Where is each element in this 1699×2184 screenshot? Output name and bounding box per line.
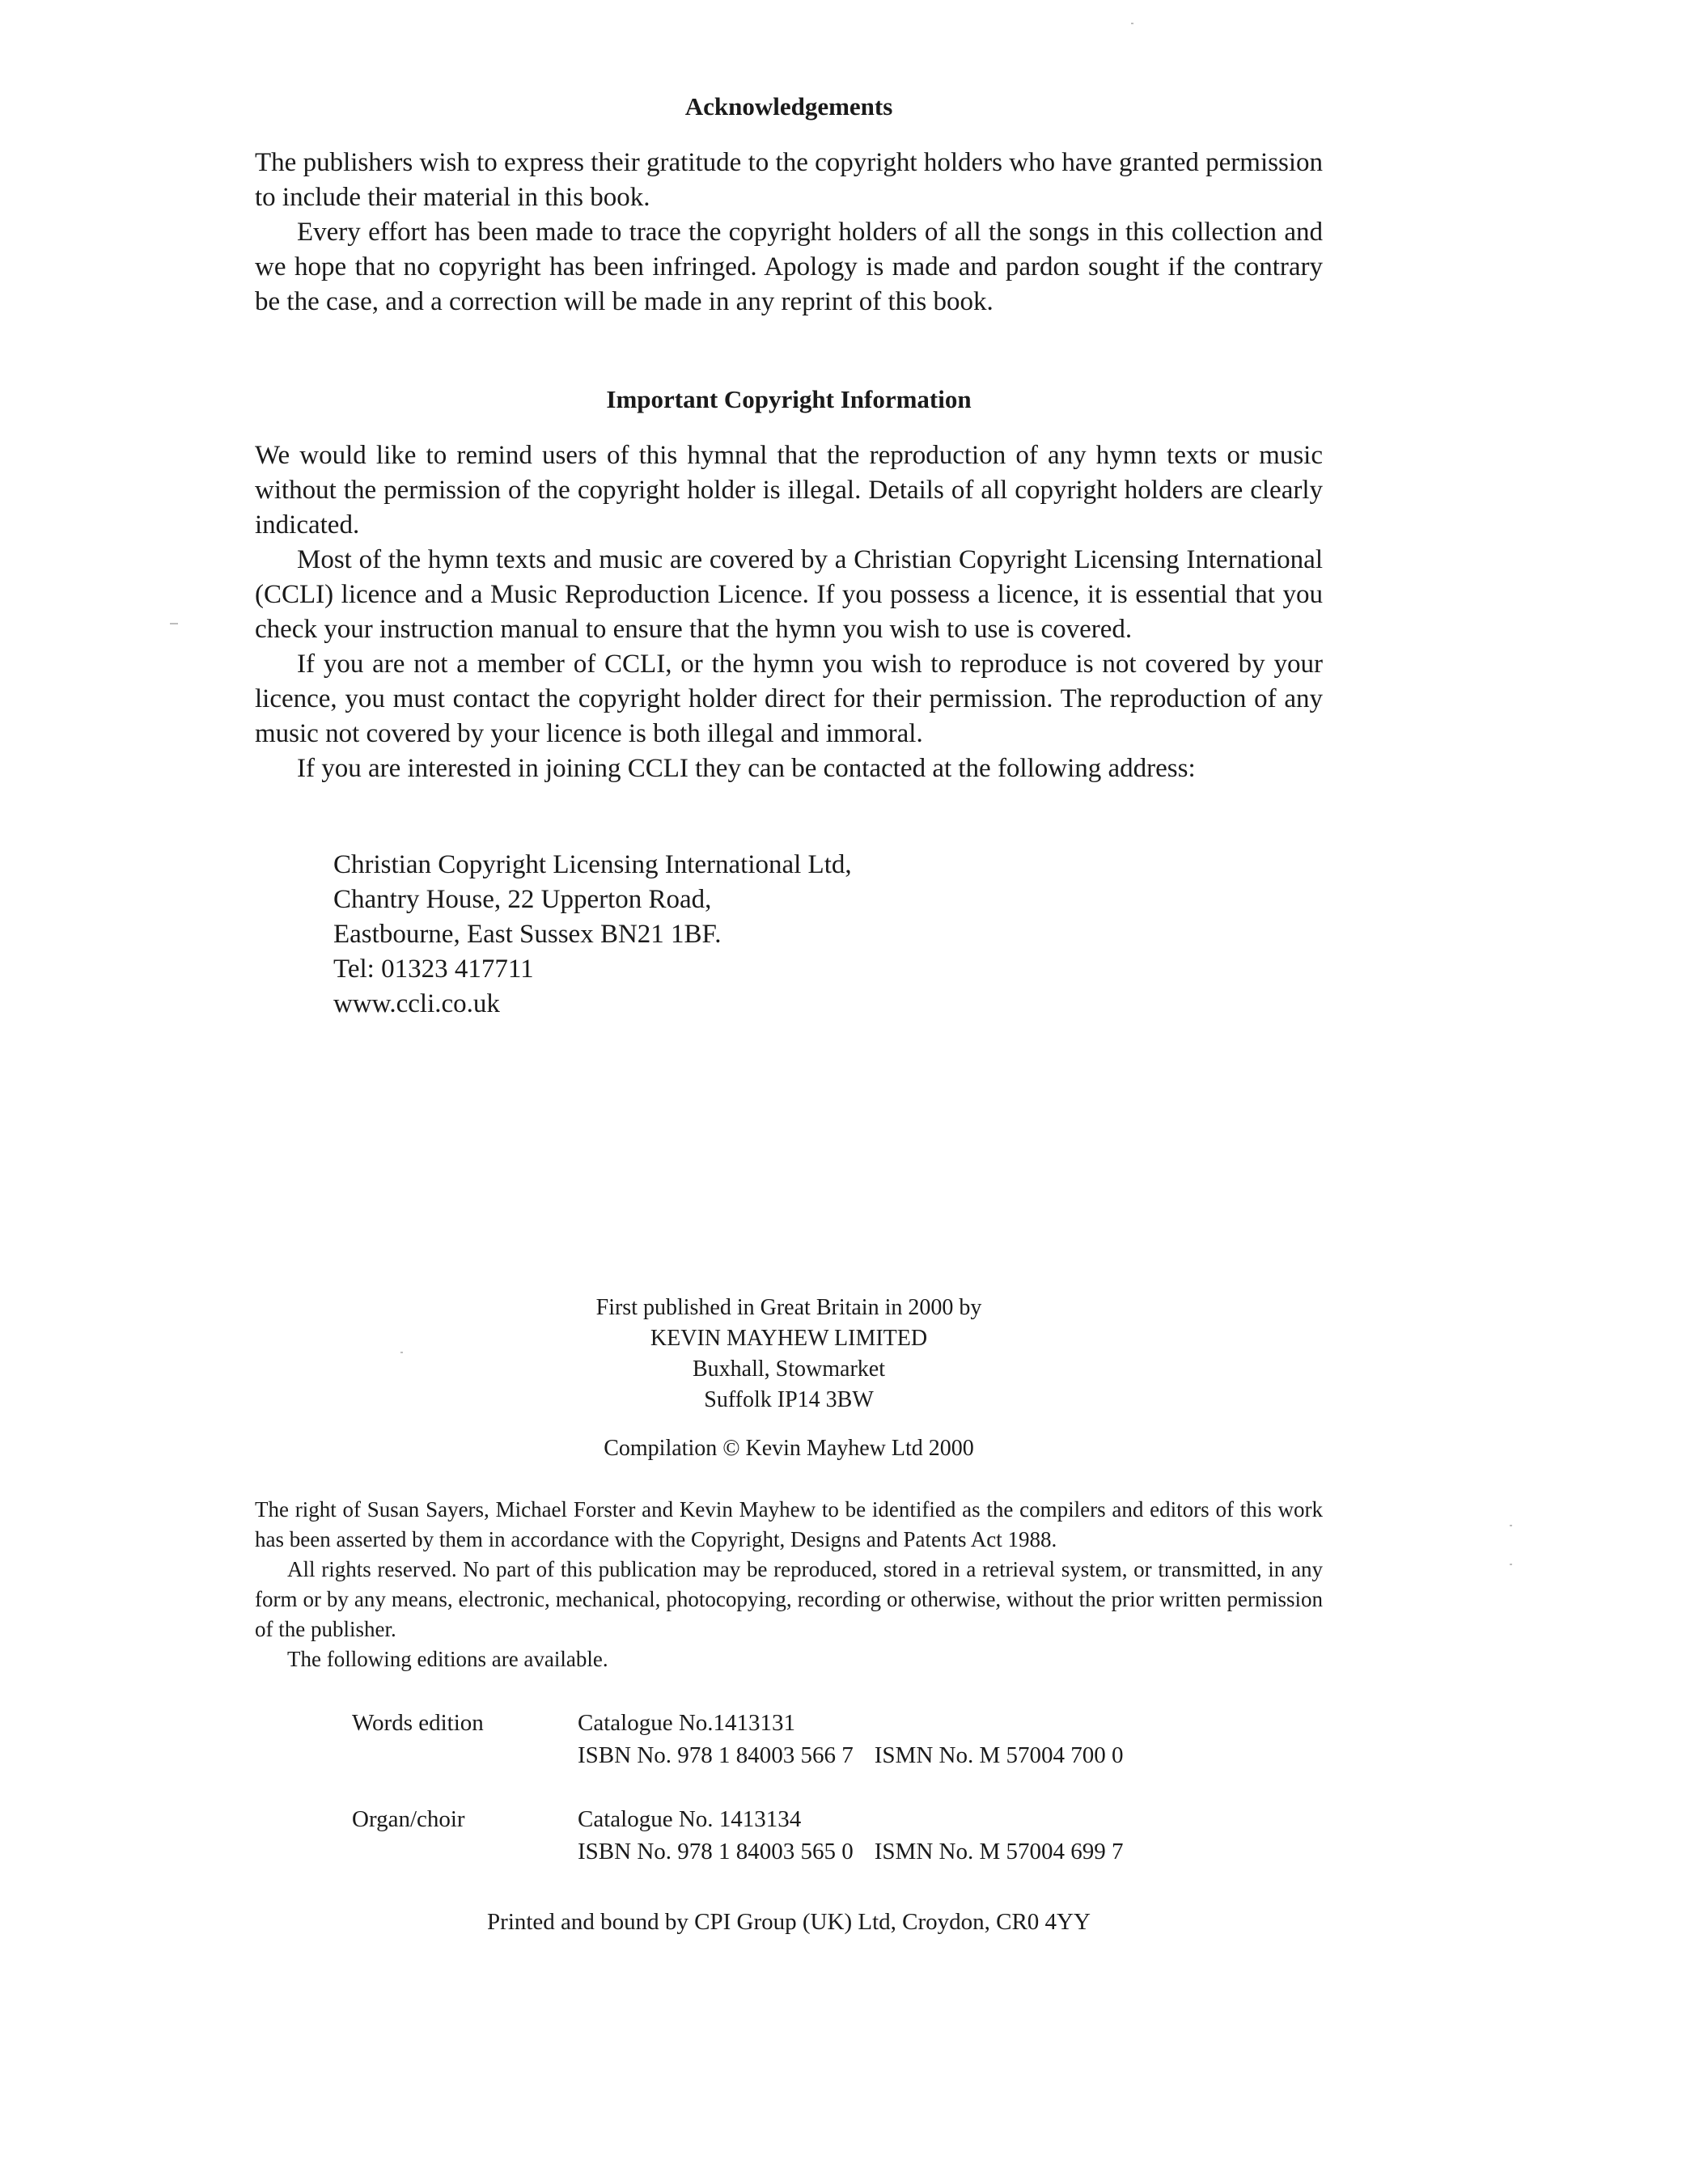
scan-speck (400, 1352, 403, 1353)
scan-speck (1510, 1525, 1512, 1526)
rights-paragraph: The right of Susan Sayers, Michael Forster and Kevin Mayhew to be identified as the compilers and editors of this work has been asserted by them in accordance with the Copyright, Designs and Patents Act 1988. (255, 1497, 1323, 1551)
publisher-line: Buxhall, Stowmarket (693, 1357, 885, 1382)
edition-row (352, 1803, 1124, 1868)
acknowledgements-paragraph: The publishers wish to express their gratitude to the copyright holders who have granted permission to include their material in this book. (255, 148, 1323, 212)
compilation-notice: Compilation © Kevin Mayhew Ltd 2000 (604, 1436, 974, 1461)
address-phone: Tel: 01323 417711 (333, 954, 534, 984)
acknowledgements-section (255, 91, 1323, 320)
copyright-info-heading: Important Copyright Information (606, 385, 972, 413)
edition-isbn: ISBN No. 978 1 84003 565 0 (578, 1839, 854, 1864)
scan-speck (170, 623, 178, 624)
copyright-info-paragraph: Most of the hymn texts and music are covered by a Christian Copyright Licensing International (CCLI) licence and a Music Reproduction Licence. If you possess a licence, it is essential that you check your instruction manual to ensure that the hymn you wish to use is covered. (255, 545, 1323, 644)
copyright-info-section (255, 383, 1323, 786)
copyright-info-paragraph: If you are not a member of CCLI, or the hymn you wish to reproduce is not covered by your licence, you must contact the copyright holder direct for their permission. The reproduction of any music not covered by your licence is both illegal and immoral. (255, 650, 1323, 748)
edition-catalogue: Catalogue No. 1413134 (578, 1806, 802, 1832)
edition-name: Organ/choir (352, 1806, 465, 1832)
printed-by: Printed and bound by CPI Group (UK) Ltd, Croydon, CR0 4YY (487, 1909, 1091, 1935)
rights-section (255, 1495, 1323, 1674)
rights-paragraph: The following editions are available. (287, 1647, 608, 1671)
acknowledgements-paragraph: Every effort has been made to trace the copyright holders of all the songs in this collection and we hope that no copyright has been infringed. Apology is made and pardon sought if the contrary be the case, and a correction will be made in any reprint of this book. (255, 218, 1323, 316)
ccli-address (333, 848, 852, 1022)
edition-details (578, 1707, 1124, 1771)
copyright-info-paragraph: We would like to remind users of this hymnal that the reproduction of any hymn texts or music without the permission of the copyright holder is illegal. Details of all copyright holders are clearly indicated. (255, 441, 1323, 540)
address-line: Eastbourne, East Sussex BN21 1BF. (333, 920, 722, 949)
publisher-block (255, 1293, 1323, 1464)
copyright-info-paragraph: If you are interested in joining CCLI they can be contacted at the following address: (297, 754, 1196, 783)
address-line: Christian Copyright Licensing International Ltd, (333, 850, 852, 879)
scan-speck (1510, 1564, 1512, 1565)
address-website: www.ccli.co.uk (333, 989, 500, 1018)
edition-catalogue: Catalogue No.1413131 (578, 1710, 796, 1736)
edition-row (352, 1707, 1124, 1771)
edition-ismn: ISMN No. M 57004 700 0 (874, 1742, 1124, 1768)
publisher-name: KEVIN MAYHEW LIMITED (650, 1326, 928, 1351)
address-line: Chantry House, 22 Upperton Road, (333, 885, 712, 914)
edition-details (578, 1803, 1124, 1868)
acknowledgements-heading: Acknowledgements (684, 92, 893, 121)
rights-paragraph: All rights reserved. No part of this publication may be reproduced, stored in a retrieval system, or transmitted, in any form or by any means, electronic, mechanical, photocopying, recording or otherwise, without the prior written permission of the publisher. (255, 1557, 1323, 1641)
publisher-line: First published in Great Britain in 2000 by (595, 1295, 982, 1320)
edition-name: Words edition (352, 1710, 484, 1736)
scan-speck (1131, 23, 1133, 24)
publisher-line: Suffolk IP14 3BW (704, 1387, 874, 1412)
edition-ismn: ISMN No. M 57004 699 7 (874, 1839, 1124, 1864)
edition-isbn: ISBN No. 978 1 84003 566 7 (578, 1742, 854, 1768)
editions-list (352, 1707, 1124, 1899)
